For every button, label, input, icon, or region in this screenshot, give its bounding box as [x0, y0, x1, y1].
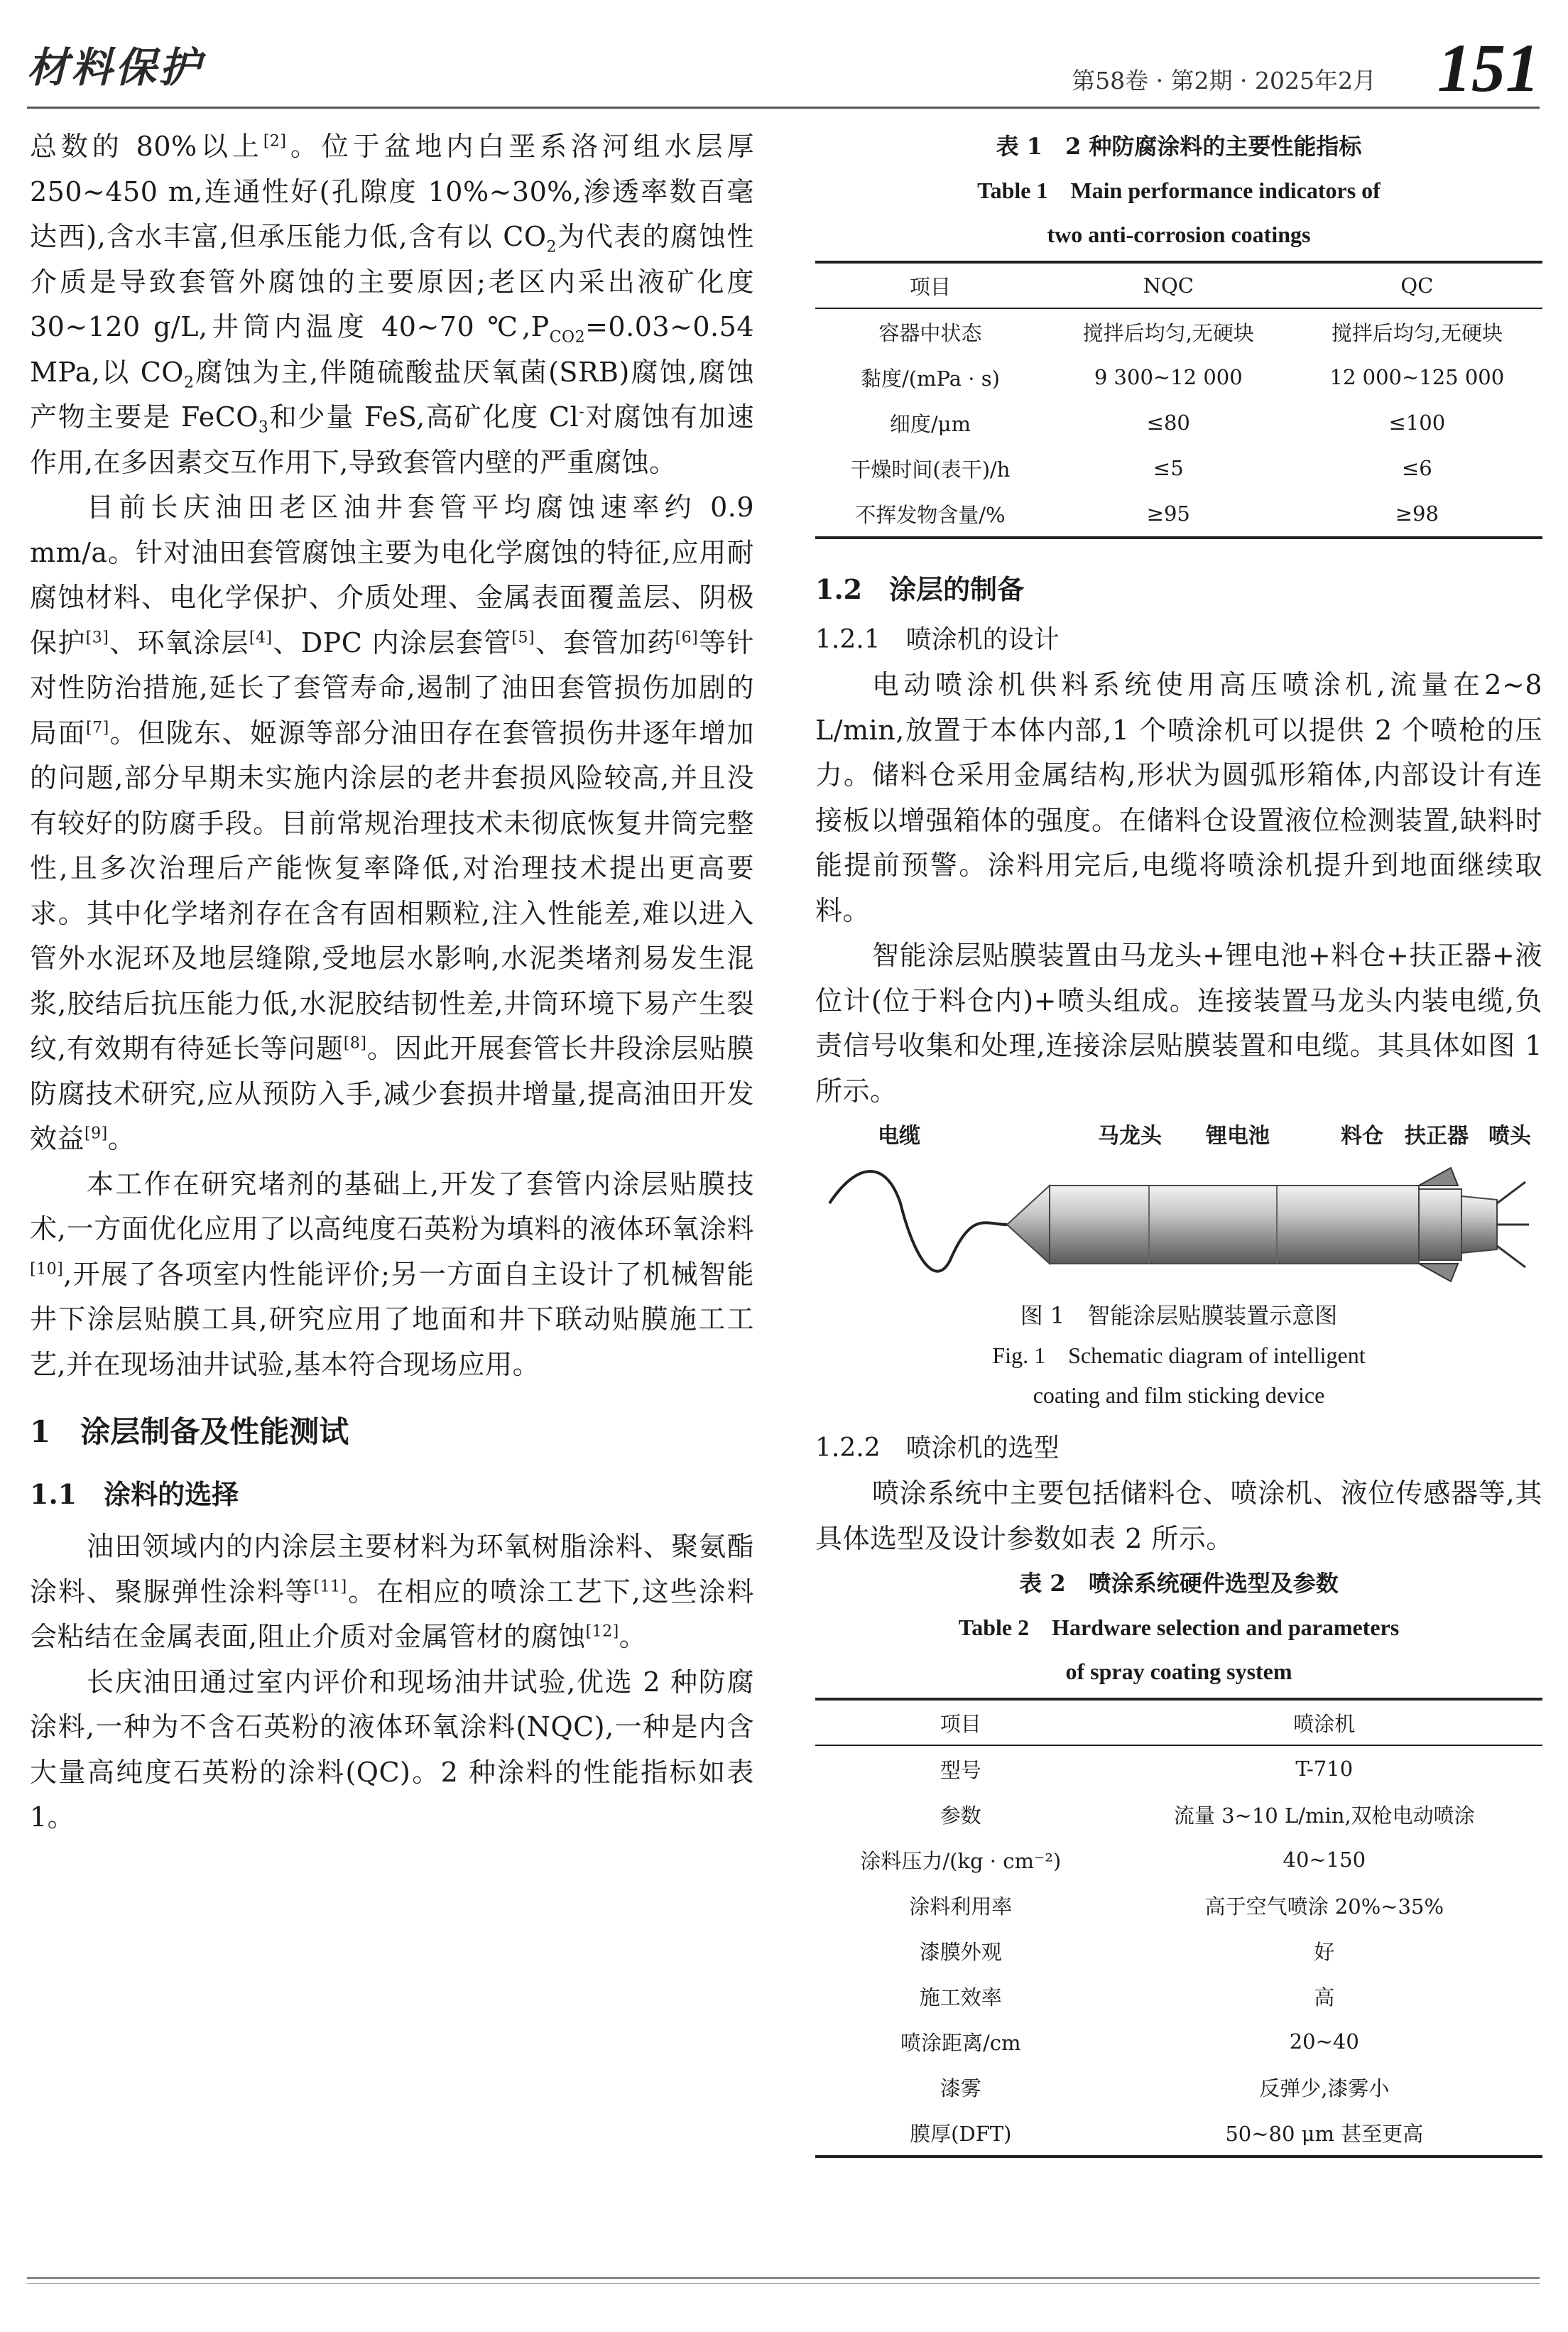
table1-header: QC [1292, 262, 1542, 308]
paragraph: 长庆油田通过室内评价和现场油井试验,优选 2 种防腐涂料,一种为不含石英粉的液体环氧涂料(NQC),一种是内含大量高纯度石英粉的涂料(QC)。2 种涂料的性能指标如表 1。 [30, 1666, 754, 1833]
subsubsection-heading: 1.2.1 喷涂机的设计 [815, 625, 1060, 654]
subsection-heading: 1.2 涂层的制备 [815, 573, 1025, 605]
table1-title-en: two anti-corrosion coatings [1047, 222, 1311, 247]
label-battery: 锂电池 [1206, 1124, 1270, 1149]
table2-header: 喷涂机 [1106, 1699, 1542, 1745]
paragraph: 喷涂系统中主要包括储料仓、喷涂机、液位传感器等,其具体选型及设计参数如表 2 所示。 [815, 1477, 1542, 1554]
paragraph: 目前长庆油田老区油井套管平均腐蚀速率约 0.9 mm/a。针对油田套管腐蚀主要为电化学腐蚀的特征,应用耐腐蚀材料、电化学保护、介质处理、金属表面覆盖层、阴极保护[3]、环氧涂层[4]、DPC 内涂层套管[5]、套管加药[6]等针对性防治措施,延长了套管寿命,遏制了油田套管损伤加剧的局面[7]。但陇东、姬源等部分油田存在套管损伤井逐年增加的问题,部分早期未实施内涂层的老井套损风险较高,并且没有较好的防腐手段。目前常规治理技术未彻底恢复井筒完整性,且多次治理后产能恢复率降低,对治理技术提出更高要求。其中化学堵剂存在含有固相颗粒,注入性能差,难以进入管外水泥环及地层缝隙,受地层水影响,水泥类堵剂易发生混浆,胶结后抗压能力低,水泥胶结韧性差,井筒环境下易产生裂纹,有效期有待延长等问题[8]。因此开展套管长井段涂层贴膜防腐技术研究,应从预防入手,减少套损井增量,提高油田开发效益[9]。 [30, 492, 754, 1154]
header-rule [27, 107, 1540, 109]
body-drawing [1050, 1186, 1419, 1264]
label-material-bin: 料仓 [1341, 1124, 1383, 1149]
table1 [815, 261, 1542, 539]
footer-rule [27, 2277, 1540, 2279]
table1-header: NQC [1045, 262, 1292, 308]
footer-rule [27, 2283, 1540, 2284]
table-row: 干燥时间(表干)/h ≤5 ≤6 [850, 456, 1432, 482]
figure1-caption: 图 1 智能涂层贴膜装置示意图 [1020, 1302, 1338, 1329]
table1-header: 项目 [815, 262, 1045, 308]
table2-header: 项目 [815, 1699, 1106, 1745]
page-header [27, 30, 1540, 106]
paragraph: 总数的 80%以上[2]。位于盆地内白垩系洛河组水层厚 250~450 m,连通性好(孔隙度 10%~30%,渗透率数百毫达西),含水丰富,但承压能力低,含有以 $CO_2$为代表的腐蚀性介质是导致套管外腐蚀的主要原因;老区内采出液矿化度 30~120 g/L,井筒内温度 40~70 $℃,P_{CO2}=0.03\sim 0.54$ MPa,以 $CO_2$腐蚀为主,伴随硫酸盐厌氧菌(SRB)腐蚀,腐蚀产物主要是 FeCO$_3$和少量 FeS,高矿化度 Cl-对腐蚀有加速作用,在多因素交互作用下,导致套管内壁的严重腐蚀。 [30, 131, 754, 478]
table1-title-en: Table 1 Main performance indicators of [977, 178, 1381, 203]
table2 [815, 1698, 1542, 2158]
journal-logo: 材料保护 [27, 43, 204, 92]
table-row: 漆膜外观 好 [919, 1939, 1335, 1964]
label-cable: 电缆 [878, 1124, 920, 1149]
table-row: 不挥发物含量/% ≥95 ≥98 [815, 491, 1542, 538]
paragraph: 油田领域内的内涂层主要材料为环氧树脂涂料、聚氨酯涂料、聚脲弹性涂料等[11]。在相应的喷涂工艺下,这些涂料会粘结在金属表面,阻止介质对金属管材的腐蚀[12]。 [30, 1531, 754, 1652]
figure1-diagram [815, 1118, 1542, 1296]
right-column [815, 124, 1542, 2158]
paragraph: 智能涂层贴膜装置由马龙头+锂电池+料仓+扶正器+液位计(位于料仓内)+喷头组成。连接装置马龙头内装电缆,负责信号收集和处理,连接涂层贴膜装置和电缆。其具体如图 1 所示。 [815, 940, 1542, 1107]
table-row: 容器中状态 搅拌后均匀,无硬块 搅拌后均匀,无硬块 [878, 320, 1503, 345]
table-row: 细度/μm ≤80 ≤100 [889, 411, 1446, 436]
table2-title-en: Table 2 Hardware selection and parameters [958, 1615, 1400, 1640]
paragraph: 本工作在研究堵剂的基础上,开发了套管内涂层贴膜技术,一方面优化应用了以高纯度石英粉为填料的液体环氧涂料[10],开展了各项室内性能评价;另一方面自主设计了机械智能井下涂层贴膜工具,研究应用了地面和井下联动贴膜施工工艺,并在现场油井试验,基本符合现场应用。 [30, 1168, 754, 1380]
table-row: 施工效率 高 [919, 1985, 1335, 2010]
cable-drawing [829, 1171, 1007, 1271]
subsection-heading: 1.1 涂料的选择 [30, 1478, 239, 1510]
table1-title: 表 1 2 种防腐涂料的主要性能指标 [996, 133, 1362, 160]
page-number: 151 [1437, 30, 1540, 106]
issue-info: 第58卷 · 第2期 · 2025年2月 [1072, 67, 1376, 94]
figure1-caption-en: coating and film sticking device [1033, 1382, 1325, 1408]
table-row: 膜厚(DFT) 50~80 μm 甚至更高 [815, 2110, 1542, 2157]
table-row: 型号 T-710 [940, 1757, 1354, 1782]
left-column [30, 124, 754, 1840]
label-cable-head: 马龙头 [1098, 1124, 1162, 1149]
cable-head-drawing [1007, 1186, 1050, 1264]
figure1-caption-en: Fig. 1 Schematic diagram of intelligent [992, 1343, 1366, 1368]
nozzle-drawing [1461, 1196, 1497, 1253]
label-nozzle: 喷头 [1488, 1124, 1531, 1149]
label-centralizer: 扶正器 [1405, 1124, 1469, 1149]
table-row: 黏度/(mPa · s) 9 300~12 000 12 000~125 000 [860, 365, 1505, 391]
table2-title: 表 2 喷涂系统硬件选型及参数 [1019, 1570, 1339, 1597]
section-heading: 1 涂层制备及性能测试 [30, 1414, 349, 1449]
table-row: 漆雾 反弹少,漆雾小 [940, 2076, 1390, 2100]
table-row: 涂料压力/(kg · cm⁻²) 40~150 [860, 1848, 1366, 1873]
table-row: 参数 流量 3~10 L/min,双枪电动喷涂 [940, 1803, 1475, 1828]
table2-title-en: of spray coating system [1065, 1659, 1292, 1684]
subsubsection-heading: 1.2.2 喷涂机的选型 [815, 1433, 1060, 1463]
table-row: 涂料利用率 高于空气喷涂 20%~35% [909, 1894, 1444, 1919]
table-row: 喷涂距离/cm 20~40 [900, 2029, 1359, 2055]
paragraph: 电动喷涂机供料系统使用高压喷涂机,流量在2~8 L/min,放置于本体内部,1 个喷涂机可以提供 2 个喷枪的压力。储料仓采用金属结构,形状为圆弧形箱体,内部设计有连接板以增强箱体的强度。在储料仓设置液位检测装置,缺料时能提前预警。涂料用完后,电缆将喷涂机提升到地面继续取料。 [815, 669, 1542, 926]
device-drawing [815, 1118, 1542, 1296]
